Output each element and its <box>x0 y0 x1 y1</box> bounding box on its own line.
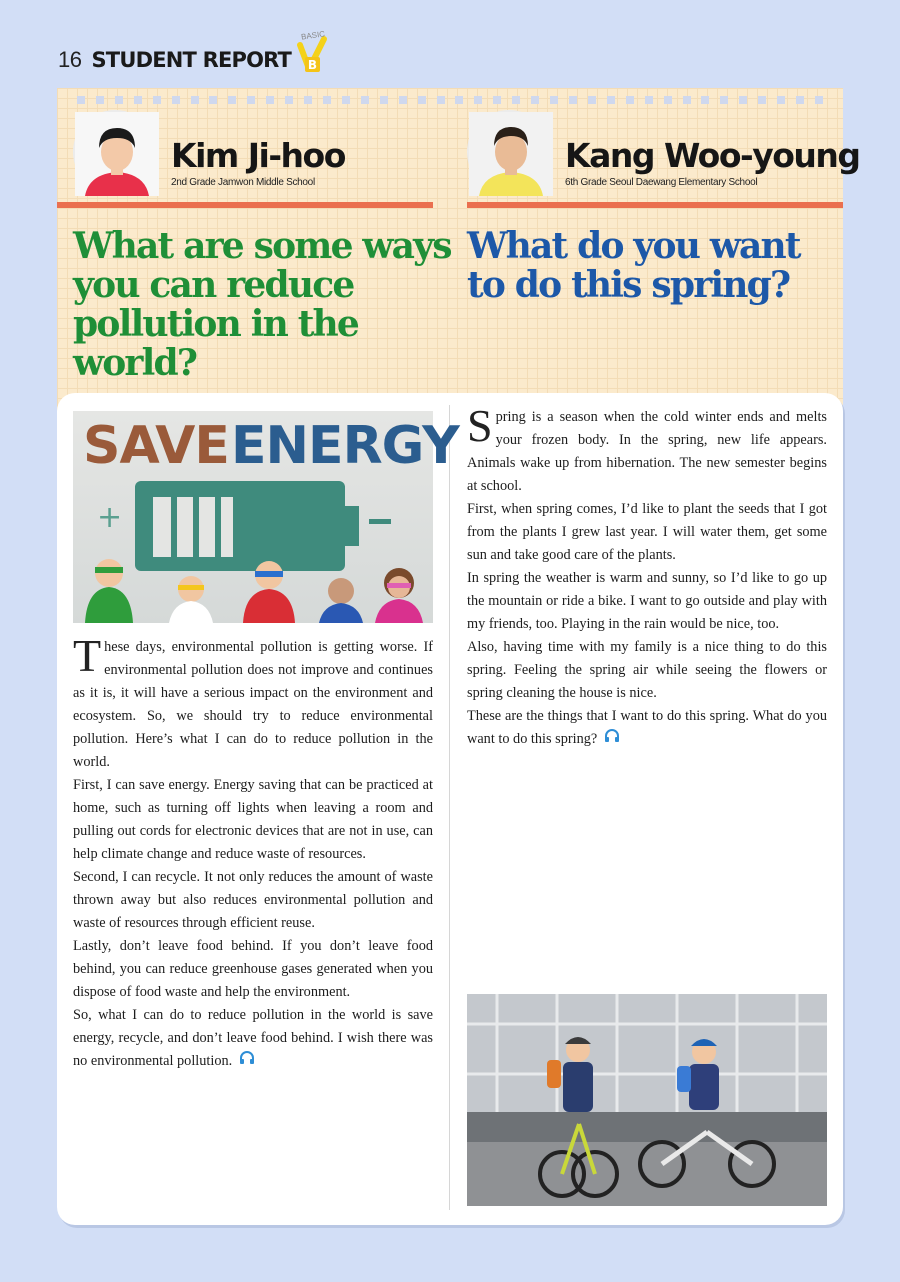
right-question-heading: What do you want to do this spring? <box>467 225 800 306</box>
right-author <box>467 110 860 194</box>
svg-text:B: B <box>308 58 318 72</box>
paragraph: These are the things that I want to do this spring. What do you want to do this spring? <box>467 708 827 747</box>
paragraph: hese days, environmental pollution is getting worse. If environmental pollution does not improve and continues as it is, it will have a serious impact on the environment and ecosystem. So, we should try to reduce environmental pollution. Here’s what I can do to reduce pollution in the world. <box>73 639 433 770</box>
left-article-body <box>73 630 433 1073</box>
avatar <box>467 110 551 194</box>
avatar <box>73 110 157 194</box>
page-number: 16 <box>58 47 82 72</box>
paragraph: Second, I can recycle. It not only reduces the amount of waste thrown away but also reduces environmental pollution and waste of resources through efficient reuse. <box>73 869 433 931</box>
headset-icon[interactable] <box>239 1050 255 1073</box>
author-name: Kim Ji-hoo <box>171 135 345 175</box>
left-divider-rule <box>57 202 433 208</box>
binder-dots <box>77 96 823 105</box>
paragraph: Lastly, don’t leave food behind. If you don’t leave food behind, you can reduce greenhouse gases generated when you dispose of food waste and help the environment. <box>73 938 433 1000</box>
sign-word-energy: ENERGY <box>231 416 459 476</box>
save-energy-photo <box>73 411 459 623</box>
svg-text:+: + <box>97 500 123 535</box>
right-divider-rule <box>467 202 843 208</box>
headset-icon[interactable] <box>604 728 620 751</box>
left-author <box>73 110 345 194</box>
paragraph: First, I can save energy. Energy saving that can be practiced at home, such as turning off lights when leaving a room and pulling out cords for electronic devices that are not in use, can help climate change and reduce waste of resources. <box>73 777 433 862</box>
paragraph: So, what I can do to reduce pollution in the world is save energy, recycle, and don’t leave food behind. I wish there was no environmental pollution. <box>73 1007 433 1069</box>
dropcap: S <box>467 400 493 451</box>
dropcap: T <box>73 630 102 681</box>
author-school: 2nd Grade Jamwon Middle School <box>171 176 315 188</box>
sign-word-save: SAVE <box>83 416 229 476</box>
paragraph: pring is a season when the cold winter ends and melts your frozen body. In the spring, new life appears. Animals wake up from hibernation. The new semester begins at school. <box>467 409 827 494</box>
paragraph: First, when spring comes, I’d like to plant the seeds that I got from the plants I grew last year. I will water them, get some sun and take good care of the plants. <box>467 501 827 563</box>
column-divider <box>449 405 450 1210</box>
right-article-body <box>467 400 827 751</box>
paragraph: Also, having time with my family is a nice thing to do this spring. Feeling the spring air while seeing the flowers or spring cleaning the house is nice. <box>467 639 827 701</box>
kids-bikes-photo <box>467 994 827 1206</box>
author-name: Kang Woo-young <box>565 135 860 175</box>
author-school: 6th Grade Seoul Daewang Elementary School <box>565 176 758 188</box>
check-badge-icon <box>297 31 327 75</box>
section-title: STUDENT REPORT <box>91 48 292 72</box>
badge-label: BASIC <box>300 29 326 42</box>
paragraph: In spring the weather is warm and sunny, so I’d like to go up the mountain or ride a bike. I want to go outside and play with my friends, too. Playing in the rain would be nice, too. <box>467 570 827 632</box>
left-question-heading: What are some ways you can reduce pollution in the world? <box>73 225 451 384</box>
page-header <box>58 29 327 80</box>
